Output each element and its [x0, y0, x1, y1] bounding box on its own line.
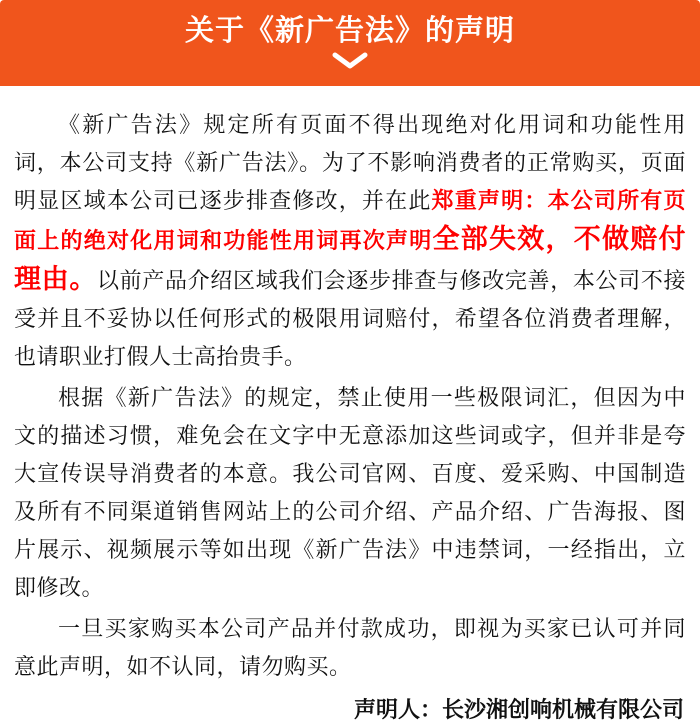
page-title: 关于《新广告法》的声明 — [184, 15, 515, 47]
paragraph-law-basis: 根据《新广告法》的规定，禁止使用一些极限词汇，但因为中文的描述习惯，难免会在文字中无意添加这些词或字，但并非是夸大宣传误导消费者的本意。我公司官网、百度、爱采购、中国制造及所有不同渠道销售网站上的公司介绍、产品介绍、广告海报、图片展示、视频展示等如出现《新广告法》中违禁词，一经指出，立即修改。 — [14, 385, 686, 600]
statement-header — [0, 0, 700, 86]
chevron-down-icon — [0, 52, 700, 70]
paragraph-intro-tail: 以前产品介绍区域我们会逐步排查与修改完善，本公司不接受并且不妥协以任何形式的极限用词赔付，希望各位消费者理解，也请职业打假人士高抬贵手。 — [14, 268, 686, 369]
statement-body — [0, 86, 700, 725]
paragraph-purchase-agreement: 一旦买家购买本公司产品并付款成功，即视为买家已认可并同意此声明，如不认同，请勿购买。 — [14, 616, 686, 679]
paragraph-intro-lead: 《新广告法》规定所有页面不得出现绝对化用词和功能性用词，本公司支持《新广告法》。为了不影响消费者的正常购买，页面明显区域本公司已逐步排查修改，并在此 — [14, 112, 686, 213]
red-declaration-large-text: 全部失效，不做赔付理由。 — [14, 224, 686, 294]
signature: 声明人：长沙湘创响机械有限公司 — [353, 697, 684, 722]
red-declaration-text: 郑重声明：本公司所有页面上的绝对化用词和功能性用词再次声明 — [14, 188, 686, 253]
paragraph-intro — [14, 106, 686, 376]
